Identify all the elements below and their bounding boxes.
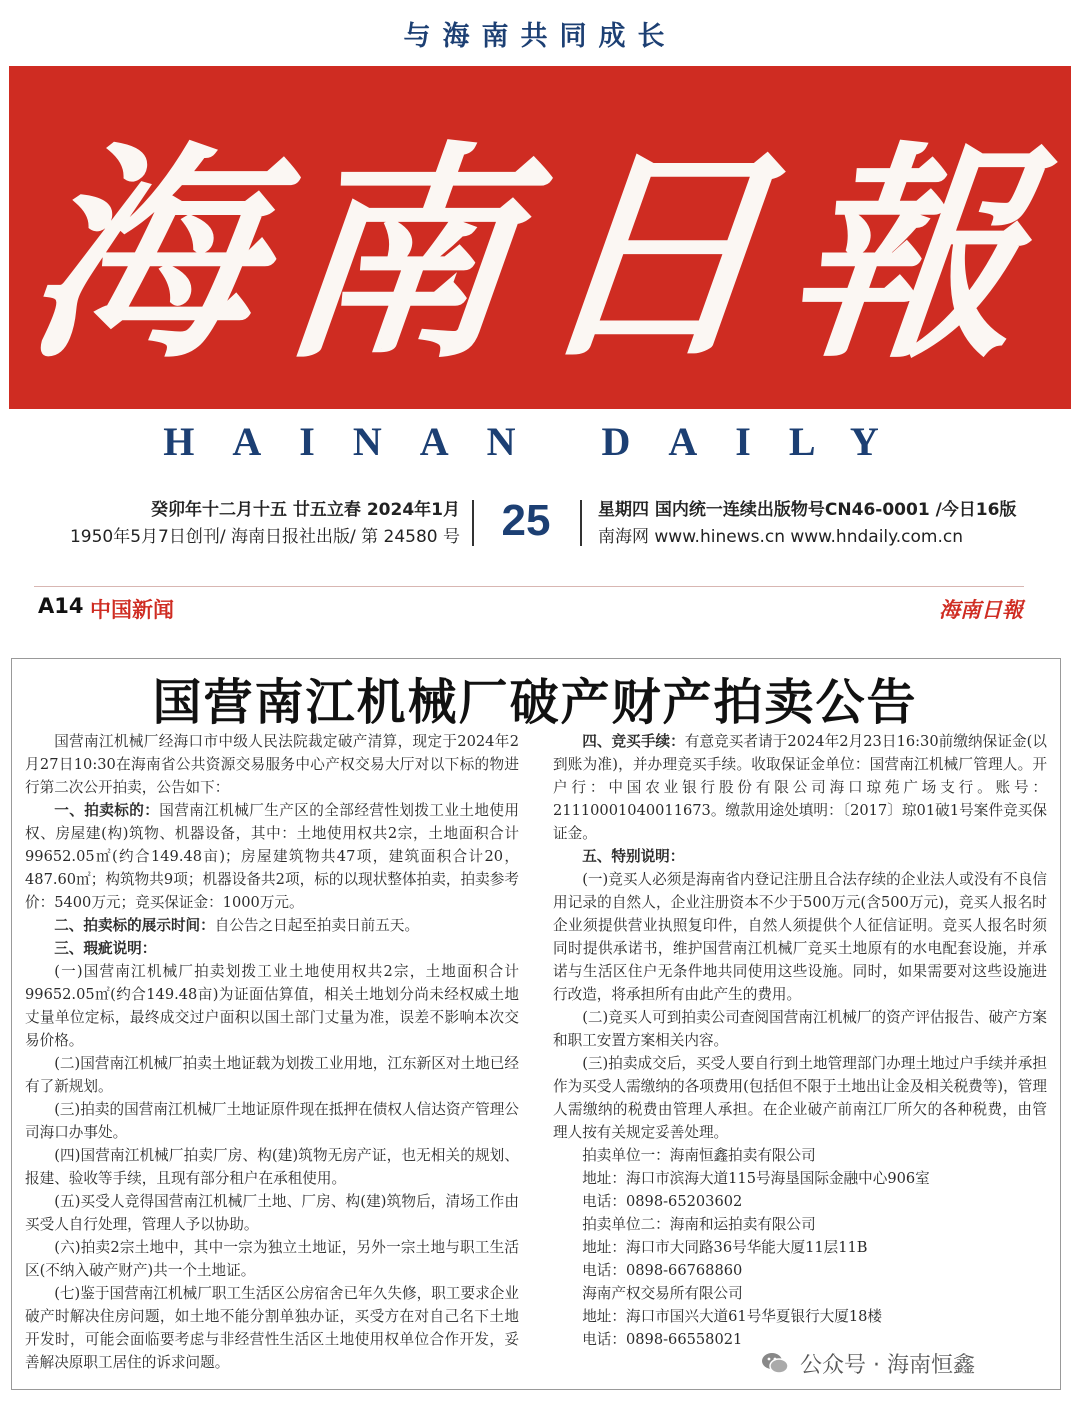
paragraph: (二)竞买人可到拍卖公司查阅国营南江机械厂的资产评估报告、破产方案和职工安置方案相关内容。 — [553, 1009, 1047, 1049]
lunar-date: 癸卯年十二月十五 廿五立春 2024年1月 — [151, 500, 460, 520]
paragraph: 四、竞买手续：有意竞买者请于2024年2月23日16:30前缴纳保证金(以到账为准)，并办理竞买手续。收取保证金单位：国营南江机械厂管理人。开户行：中国农业银行股份有限公司海口琼苑广场支行。账号：21110001040011673。缴款用途处填明：〔2017〕琼01破1号案件竞买保证金。 — [553, 733, 1047, 842]
issue-info-right — [598, 497, 1068, 551]
paragraph: (二)国营南江机械厂拍卖土地证载为划拨工业用地，江东新区对土地已经有了新规划。 — [25, 1055, 519, 1095]
paragraph: 一、拍卖标的：国营南江机械厂生产区的全部经营性划拨工业土地使用权、房屋建(构)筑物、机器设备，其中：土地使用权共2宗，土地面积合计99652.05㎡(约合149.48亩)；房屋建筑物共47项，建筑面积合计20，487.60㎡；构筑物共9项；机器设备共2项，标的以现状整体拍卖，拍卖参考价：5400万元；竞买保证金：1000万元。 — [25, 802, 519, 911]
paragraph: 二、拍卖标的展示时间：自公告之日起至拍卖日前五天。 — [54, 917, 420, 934]
contact-list — [553, 1144, 1047, 1351]
website-links[interactable]: 南海网 www.hinews.cn www.hndaily.com.cn — [598, 527, 964, 547]
paragraph: (一)国营南江机械厂拍卖划拨工业土地使用权共2宗，土地面积合计99652.05㎡(约合149.48亩)为证面估算值，相关土地划分尚未经权威土地丈量单位定标，最终成交过户面积以国土部门丈量为准，误差不影响本次交易价格。 — [25, 963, 519, 1049]
watermark — [760, 1345, 1060, 1381]
notice-title: 国营南江机械厂破产财产拍卖公告 — [152, 674, 918, 731]
contact-line: 地址：海口市大同路36号华能大厦11层11B — [582, 1239, 868, 1256]
english-title: HAINAN DAILY — [163, 419, 917, 464]
contact-line: 电话：0898-65203602 — [582, 1193, 743, 1210]
contact-line: 海南产权交易所有限公司 — [582, 1285, 743, 1302]
founding-info: 1950年5月7日创刊/ 海南日报社出版/ 第 24580 号 — [69, 527, 460, 547]
issue-info-left — [30, 497, 460, 551]
paragraph: 五、特别说明： — [582, 848, 685, 865]
page-number: A14 — [38, 594, 84, 618]
contact-line: 电话：0898-66768860 — [582, 1262, 743, 1279]
notice-right-column — [553, 730, 1047, 1351]
slogan: 与海南共同成长 — [403, 21, 677, 52]
contact-line: 地址：海口市滨海大道115号海垦国际金融中心906室 — [582, 1170, 930, 1187]
weekday-info: 星期四 国内统一连续出版物号CN46-0001 /今日16版 — [598, 500, 1017, 520]
masthead-banner — [9, 66, 1071, 409]
section-header — [38, 594, 1023, 626]
contact-line: 拍卖单位二：海南和运拍卖有限公司 — [582, 1216, 816, 1233]
paragraph: (四)国营南江机械厂拍卖厂房、构(建)筑物无房产证，也无相关的规划、报建、验收等手续，且现有部分租户在承租使用。 — [25, 1147, 519, 1187]
watermark-text: 公众号 · 海南恒鑫 — [800, 1352, 975, 1378]
paragraph: (一)竞买人必须是海南省内登记注册且合法存续的企业法人或没有不良信用记录的自然人，企业注册资本不少于500万元(含500万元)，竞买人报名时企业须提供营业执照复印件，自然人须提供个人征信证明。竞买人报名时须同时提供承诺书，维护国营南江机械厂竞买土地原有的水电配套设施，并承诺与生活区住户无条件地共同使用这些设施。同时，如果需要对这些设施进行改造，将承担所有由此产生的费用。 — [553, 871, 1047, 1003]
paragraph: (三)拍卖的国营南江机械厂土地证原件现在抵押在债权人信达资产管理公司海口办事处。 — [25, 1101, 519, 1141]
paragraph: (三)拍卖成交后，买受人要自行到土地管理部门办理土地过户手续并承担作为买受人需缴纳的各项费用(包括但不限于土地出让金及相关税费等)，管理人需缴纳的税费由管理人承担。在企业破产前南江厂所欠的各种税费，由管理人按有关规定妥善处理。 — [553, 1055, 1047, 1141]
paragraph: (六)拍卖2宗土地中，其中一宗为独立土地证，另外一宗土地与职工生活区(不纳入破产财产)共一个土地证。 — [25, 1239, 519, 1279]
paragraph: (五)买受人竞得国营南江机械厂土地、厂房、构(建)筑物后，清场工作由买受人自行处理，管理人予以协助。 — [25, 1193, 519, 1233]
divider — [472, 500, 474, 546]
masthead-title: 海南日報 — [16, 121, 1061, 389]
contact-line: 拍卖单位一：海南恒鑫拍卖有限公司 — [582, 1147, 816, 1164]
wechat-icon — [760, 1348, 790, 1378]
paragraph: 三、瑕疵说明： — [54, 940, 157, 957]
contact-line: 电话：0898-66558021 — [582, 1331, 743, 1348]
divider — [34, 586, 1024, 587]
section-logo: 海南日報 — [939, 597, 1023, 622]
divider — [580, 500, 582, 546]
section-name: 中国新闻 — [90, 598, 174, 622]
contact-line: 地址：海口市国兴大道61号华夏银行大厦18楼 — [582, 1308, 883, 1325]
paragraph: 国营南江机械厂经海口市中级人民法院裁定破产清算，现定于2024年2月27日10:30在海南省公共资源交易服务中心产权交易大厅对以下标的物进行第二次公开拍卖，公告如下： — [25, 733, 519, 796]
issue-day: 25 — [501, 496, 551, 545]
paragraph: (七)鉴于国营南江机械厂职工生活区公房宿舍已年久失修，职工要求企业破产时解决住房问题，如土地不能分割单独办证，买受方在对自己名下土地开发时，可能会面临要考虑与非经营性生活区土地使用权单位合作开发，妥善解决原职工居住的诉求问题。 — [25, 1285, 519, 1371]
notice-left-column — [25, 730, 519, 1374]
